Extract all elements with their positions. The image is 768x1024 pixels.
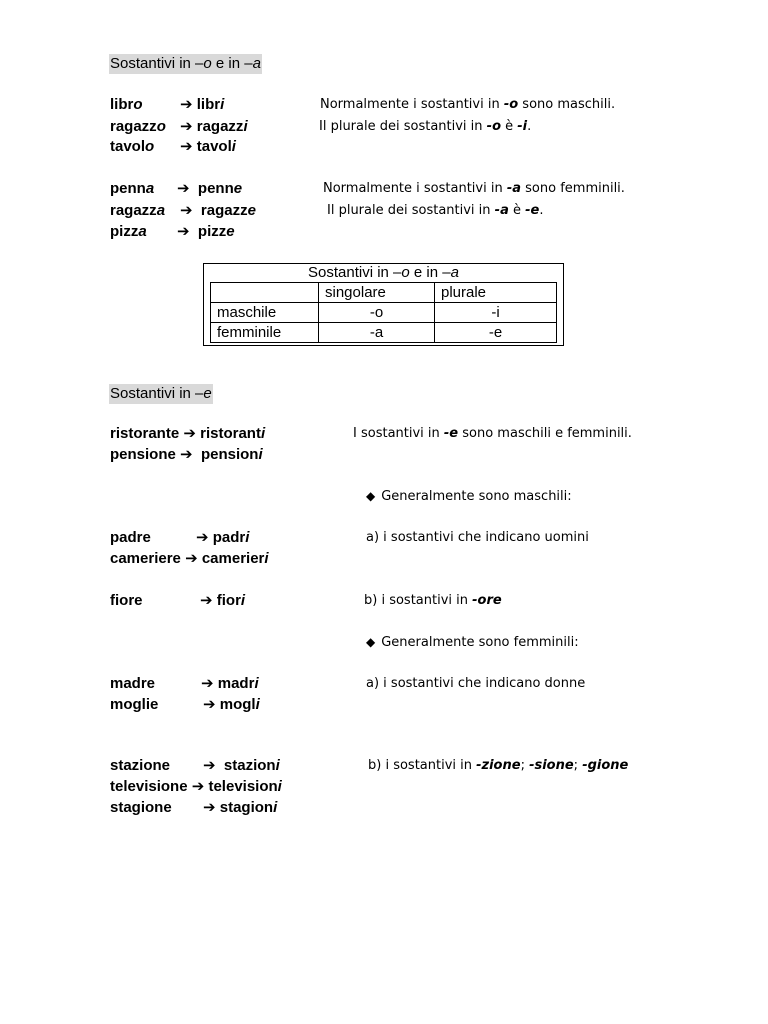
plural-word (180, 117, 248, 137)
table-header-cell: singolare (319, 283, 435, 303)
table-cell: -o (319, 303, 435, 323)
heading-text: e in – (211, 55, 253, 72)
plural-ending: i (243, 118, 248, 135)
singular-ending: o (133, 96, 143, 113)
plural-word (200, 591, 245, 611)
singular-stem: ragazz (110, 118, 157, 135)
note-masculine-rule (320, 95, 615, 115)
heading-text: Sostantivi in – (110, 385, 204, 402)
note-text: Generalmente sono femminili: (381, 635, 579, 650)
plural-ending: i (255, 696, 260, 713)
table-title-text: e in – (409, 264, 451, 281)
note-ending: -sione (529, 758, 574, 773)
word-pair (110, 201, 165, 221)
note-ending: -i (517, 119, 528, 134)
right-arrow-icon: ➔ (203, 696, 216, 713)
plural-ending: i (231, 138, 236, 155)
word-pair (110, 137, 154, 157)
heading-a: a (252, 55, 261, 72)
table-header-cell: plurale (435, 283, 557, 303)
note-masculine-a: a) i sostantivi che indicano uomini (366, 530, 589, 545)
note-ending: -e (525, 203, 540, 218)
right-arrow-icon: ➔ (203, 757, 216, 774)
plural-stem: television (208, 778, 278, 795)
table-cell: maschile (211, 303, 319, 323)
table-cell: -i (435, 303, 557, 323)
plural-ending: i (245, 529, 250, 546)
note-ending: -e (443, 426, 459, 441)
right-arrow-icon: ➔ (180, 138, 193, 155)
right-arrow-icon: ➔ (191, 778, 205, 795)
plural-stem: mogl (219, 696, 256, 713)
table-row (211, 323, 557, 343)
plural-ending: i (220, 96, 225, 113)
right-arrow-icon: ➔ (185, 550, 198, 567)
note-masculine-plural (319, 117, 531, 137)
plural-ending: e (247, 202, 256, 219)
word-pair (110, 424, 265, 444)
note-ending: -o (486, 119, 501, 134)
heading-o: o (203, 55, 212, 72)
singular-word: pensione (110, 446, 176, 463)
right-arrow-icon: ➔ (201, 675, 214, 692)
plural-word (180, 95, 224, 115)
plural-ending: i (260, 425, 266, 442)
plural-ending: i (264, 550, 269, 567)
note-generally-masculine (366, 486, 572, 507)
word-pair (110, 445, 263, 465)
plural-stem: stagion (219, 799, 274, 816)
note-text: ; (520, 758, 530, 773)
note-ending: -a (494, 203, 509, 218)
summary-grid (210, 282, 557, 343)
note-text: . (539, 203, 544, 218)
plural-word (201, 674, 259, 694)
plural-stem: ragazz (196, 118, 244, 135)
plural-ending: e (233, 180, 243, 197)
singular-ending: o (156, 118, 166, 135)
note-text: b) i sostantivi in (364, 593, 473, 608)
singular-stem: ragazz (110, 202, 157, 219)
note-feminine-plural (327, 201, 543, 221)
singular-word: moglie (110, 696, 159, 713)
singular-ending: a (145, 180, 155, 197)
plural-ending: i (254, 675, 259, 692)
word-pair (110, 117, 166, 137)
plural-stem: camerier (201, 550, 265, 567)
table-row (211, 303, 557, 323)
table-cell: -a (319, 323, 435, 343)
plural-stem: madr (217, 675, 255, 692)
plural-word (203, 756, 280, 776)
plural-word (196, 528, 249, 548)
table-header-cell (211, 283, 319, 303)
note-text: sono femminili. (521, 181, 625, 196)
singular-word: madre (110, 675, 156, 692)
note-text: sono maschili. (518, 97, 616, 112)
note-text: Normalmente i sostantivi in (323, 181, 507, 196)
heading-text: Sostantivi in – (110, 55, 204, 72)
plural-word (180, 201, 256, 221)
note-text: sono maschili e femminili. (458, 426, 632, 441)
plural-stem: tavol (196, 138, 232, 155)
right-arrow-icon: ➔ (196, 529, 209, 546)
note-text: . (527, 119, 532, 134)
table-title-a: a (450, 264, 459, 281)
plural-stem: padr (212, 529, 246, 546)
word-pair (110, 222, 147, 242)
right-arrow-icon: ➔ (180, 446, 193, 463)
right-arrow-icon: ➔ (180, 118, 193, 135)
singular-word: cameriere (110, 550, 181, 567)
section-heading-e (109, 384, 213, 404)
right-arrow-icon: ➔ (177, 223, 190, 240)
singular-stem: libr (110, 96, 134, 113)
table-title-text: Sostantivi in – (308, 264, 402, 281)
note-ending: -gione (582, 758, 629, 773)
summary-table (203, 263, 564, 346)
plural-ending: i (277, 778, 282, 795)
note-generally-feminine (366, 632, 579, 653)
note-feminine-b (368, 756, 628, 776)
note-text: è (501, 119, 518, 134)
note-e-intro (353, 424, 632, 444)
note-text: Il plurale dei sostantivi in (327, 203, 495, 218)
plural-word (203, 798, 277, 818)
singular-stem: tavol (110, 138, 146, 155)
singular-ending: o (145, 138, 155, 155)
plural-ending: i (240, 592, 246, 609)
right-arrow-icon: ➔ (180, 202, 193, 219)
table-header-row (211, 283, 557, 303)
table-title-o: o (401, 264, 410, 281)
plural-ending: e (226, 223, 235, 240)
plural-stem: fior (216, 592, 241, 609)
plural-ending: i (258, 446, 263, 463)
plural-word (203, 695, 260, 715)
table-cell: femminile (211, 323, 319, 343)
singular-stem: pizz (110, 223, 139, 240)
note-text: Il plurale dei sostantivi in (319, 119, 487, 134)
right-arrow-icon: ➔ (200, 592, 213, 609)
note-text: I sostantivi in (353, 426, 444, 441)
note-ending: -o (503, 97, 519, 112)
heading-e: e (203, 385, 212, 402)
note-text: ; (573, 758, 583, 773)
singular-word: stagione (110, 799, 172, 816)
note-masculine-b (364, 591, 502, 611)
note-ending: -a (506, 181, 522, 196)
right-arrow-icon: ➔ (177, 180, 190, 197)
singular-word: televisione (110, 778, 188, 795)
right-arrow-icon: ➔ (203, 799, 216, 816)
table-cell: -e (435, 323, 557, 343)
note-text: è (508, 203, 526, 218)
plural-word (177, 179, 242, 199)
singular-word: padre (110, 529, 151, 546)
plural-stem: ristorant (200, 425, 261, 442)
note-text: Normalmente i sostantivi in (320, 97, 504, 112)
singular-word: fiore (110, 592, 143, 609)
word-pair (110, 179, 154, 199)
singular-word: stazione (110, 757, 171, 774)
word-pair (110, 777, 282, 797)
note-feminine-rule (323, 179, 625, 199)
singular-ending: a (138, 223, 147, 240)
singular-word: ristorante (110, 425, 180, 442)
singular-ending: a (156, 202, 166, 219)
plural-stem: penn (197, 180, 234, 197)
plural-stem: pizz (197, 223, 227, 240)
plural-stem: ragazz (200, 202, 248, 219)
word-pair (110, 549, 269, 569)
section-heading-o-a (109, 54, 262, 74)
plural-ending: i (273, 799, 278, 816)
note-text: b) i sostantivi in (368, 758, 477, 773)
note-ending: -zione (476, 758, 521, 773)
note-ending: -ore (472, 593, 502, 608)
right-arrow-icon: ➔ (183, 425, 196, 442)
plural-ending: i (275, 757, 280, 774)
right-arrow-icon: ➔ (180, 96, 193, 113)
plural-stem: pension (200, 446, 259, 463)
note-text: Generalmente sono maschili: (381, 489, 572, 504)
plural-word (180, 137, 236, 157)
plural-stem: libr (196, 96, 221, 113)
plural-word (177, 222, 235, 242)
note-feminine-a: a) i sostantivi che indicano donne (366, 676, 586, 691)
table-title (204, 264, 563, 282)
word-pair (110, 95, 143, 115)
plural-stem: stazion (223, 757, 276, 774)
singular-stem: penn (110, 180, 146, 197)
